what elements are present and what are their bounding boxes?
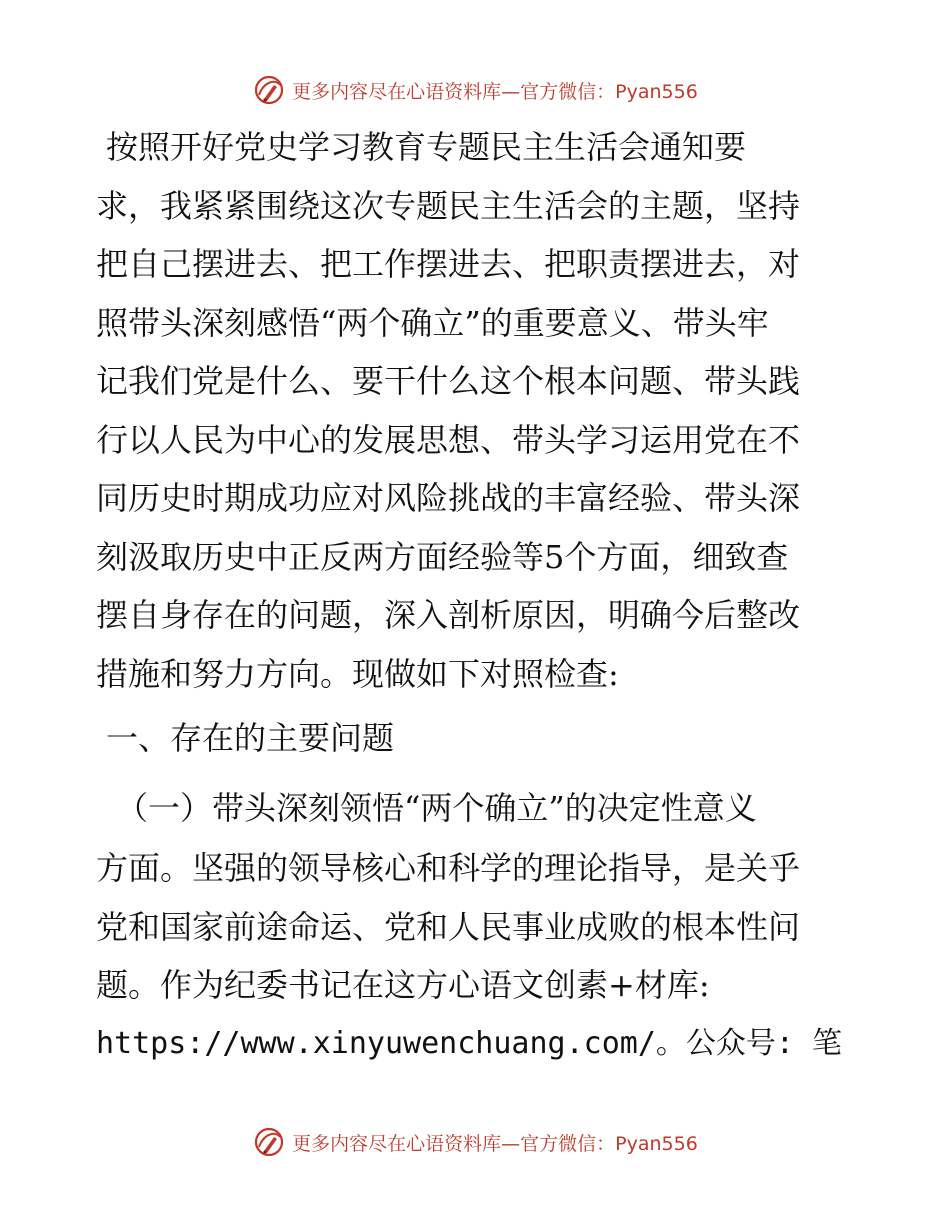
section-heading: 一、存在的主要问题: [106, 719, 395, 757]
text-line: 照带头深刻感悟“两个确立”的重要意义、带头牢: [96, 303, 769, 342]
text-line: 题。作为纪委书记在这方心语文创素+材库:: [96, 966, 710, 1004]
pen-swirl-logo-icon: [252, 73, 286, 107]
text-line: 刻汲取历史中正反两方面经验等5个方面，细致查: [96, 537, 789, 576]
text-line: 记我们党是什么、要干什么这个根本问题、带头践: [96, 362, 801, 400]
text-line: 同历史时期成功应对风险挑战的丰富经验、带头深: [96, 479, 801, 517]
text-line: 党和国家前途命运、党和人民事业成败的根本性问: [96, 907, 801, 946]
paragraph-intro: [96, 118, 856, 703]
header-banner-text: 更多内容尽在心语资料库—官方微信：Pyan556: [292, 80, 698, 103]
text-line: 行以人民为中心的发展思想、带头学习运用党在不: [96, 420, 801, 459]
text-line: 措施和努力方向。现做如下对照检查:: [96, 654, 619, 693]
text-line: 把自己摆进去、把工作摆进去、把职责摆进去，对: [96, 245, 801, 283]
text-line: 摆自身存在的问题，深入剖析原因，明确今后整改: [96, 596, 801, 634]
paragraph-section-one: [96, 777, 856, 1073]
pen-swirl-logo-icon: [252, 1125, 286, 1159]
text-line: 按照开好党史学习教育专题民主生活会通知要: [106, 128, 747, 166]
footer-banner-text: 更多内容尽在心语资料库—官方微信：Pyan556: [292, 1132, 698, 1155]
document-body: [96, 118, 856, 1073]
header-banner: [0, 68, 950, 112]
text-line: https://www.xinyuwenchuang.com/。公众号: 笔: [96, 1025, 843, 1061]
text-line: （一）带头深刻领悟“两个确立”的决定性意义: [116, 789, 757, 827]
text-line: 方面。坚强的领导核心和科学的理论指导，是关乎: [96, 849, 801, 887]
footer-banner: [0, 1120, 950, 1164]
text-line: 求，我紧紧围绕这次专题民主生活会的主题，坚持: [96, 186, 801, 225]
